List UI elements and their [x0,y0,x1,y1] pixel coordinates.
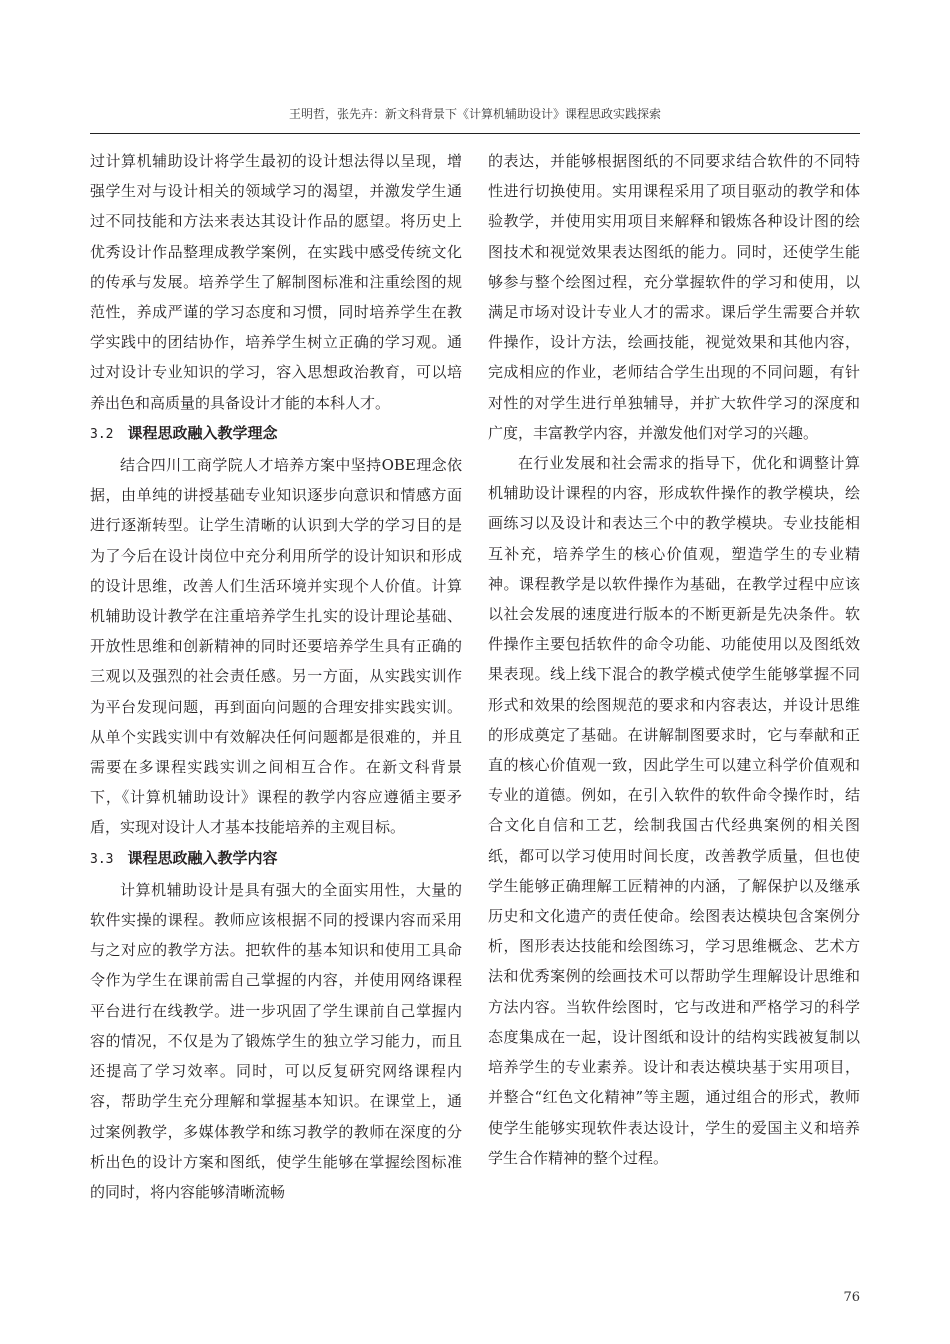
section-heading-3-3 [90,843,462,875]
section-heading-3-2 [90,418,462,450]
paragraph-continued: 过计算机辅助设计将学生最初的设计想法得以呈现，增强学生对与设计相关的领域学习的渴望，并激发学生通过不同技能和方法来表达其设计作品的愿望。将历史上优秀设计作品整理成教学案例，在实践中感受传统文化的传承与发展。培养学生了解制图标准和注重绘图的规范性，养成严谨的学习态度和习惯，同时培养学生在教学实践中的团结协作，培养学生树立正确的学习观。通过对设计专业知识的学习，容入思想政治教育，可以培养出色和高质量的具备设计才能的本科人才。 [90,152,462,412]
section-title: 课程思政融入教学内容 [127,848,278,867]
right-column [488,146,860,1173]
left-column [90,146,462,1207]
paragraph-continued: 的表达，并能够根据图纸的不同要求结合软件的不同特性进行切换使用。实用课程采用了项目驱动的教学和体验教学，并使用实用项目来解释和锻炼各种设计图的绘图技术和视觉效果表达图纸的能力。同时，还使学生能够参与整个绘图过程，充分掌握软件的学习和使用，以满足市场对设计专业人才的需求。课后学生需要合并软件操作，设计方法，绘画技能，视觉效果和其他内容，完成相应的作业，老师结合学生出现的不同问题，有针对性的对学生进行单独辅导，并扩大软件学习的深度和广度，丰富教学内容，并激发他们对学习的兴趣。 [488,152,860,442]
section-3-3-paragraph: 计算机辅助设计是具有强大的全面实用性，大量的软件实操的课程。教师应该根据不同的授课内容而采用与之对应的教学方法。把软件的基本知识和使用工具命令作为学生在课前需自己掌握的内容，并使用网络课程平台进行在线教学。进一步巩固了学生课前自己掌握内容的情况，不仅是为了锻炼学生的独立学习能力，而且还提高了学习效率。同时，可以反复研究网络课程内容，帮助学生充分理解和掌握基本知识。在课堂上，通过案例教学，多媒体教学和练习教学的教师在深度的分析出色的设计方案和图纸，使学生能够在掌握绘图标准的同时，将内容能够清晰流畅 [90,880,462,1201]
running-header: 王明哲，张先卉：新文科背景下《计算机辅助设计》课程思政实践探索 [288,107,661,121]
header-rule [90,133,860,134]
section-title: 课程思政融入教学理念 [127,423,278,442]
paragraph: 在行业发展和社会需求的指导下，优化和调整计算机辅助设计课程的内容，形成软件操作的教学模块，绘画练习以及设计和表达三个中的教学模块。专业技能相互补充，培养学生的核心价值观，塑造学生的专业精神。课程教学是以软件操作为基础，在教学过程中应该以社会发展的速度进行版本的不断更新是先决条件。软件操作主要包括软件的命令功能、功能使用以及图纸效果表现。线上线下混合的教学模式使学生能够掌握不同形式和效果的绘图规范的要求和内容表达，并设计思维的形成奠定了基础。在讲解制图要求时，它与奉献和正直的核心价值观一致，因此学生可以建立科学价值观和专业的道德。例如，在引入软件的软件命令操作时，结合文化自信和工艺，绘制我国古代经典案例的相关图纸，都可以学习使用时间长度，改善教学质量，但也使学生能够正确理解工匠精神的内涵，了解保护以及继承历史和文化遗产的责任使命。绘图表达模块包含案例分析，图形表达技能和绘图练习，学习思维概念、艺术方法和优秀案例的绘画技术可以帮助学生理解设计思维和方法内容。当软件绘图时，它与改进和严格学习的科学态度集成在一起，设计图纸和设计的结构实践被复制以培养学生的专业素养。设计和表达模块基于实用项目，并整合“红色文化精神”等主题，通过组合的形式，教师使学生能够实现软件表达设计，学生的爱国主义和培养学生合作精神的整个过程。 [488,454,860,1167]
section-3-2-paragraph: 结合四川工商学院人才培养方案中坚持OBE理念依据，由单纯的讲授基础专业知识逐步向意识和情感方面进行逐渐转型。让学生清晰的认识到大学的学习目的是为了今后在设计岗位中充分利用所学的设计知识和形成的设计思维，改善人们生活环境并实现个人价值。计算机辅助设计教学在注重培养学生扎实的设计理论基础、开放性思维和创新精神的同时还要培养学生具有正确的三观以及强烈的社会责任感。另一方面，从实践实训作为平台发现问题，再到面向问题的合理安排实践实训。从单个实践实训中有效解决任何问题都是很难的，并且需要在多课程实践实训之间相互合作。在新文科背景下，《计算机辅助设计》课程的教学内容应遵循主要矛盾，实现对设计人才基本技能培养的主观目标。 [90,456,462,837]
section-number: 3.2 [90,426,114,442]
section-number: 3.3 [90,851,114,867]
page-number: 76 [843,1290,860,1305]
